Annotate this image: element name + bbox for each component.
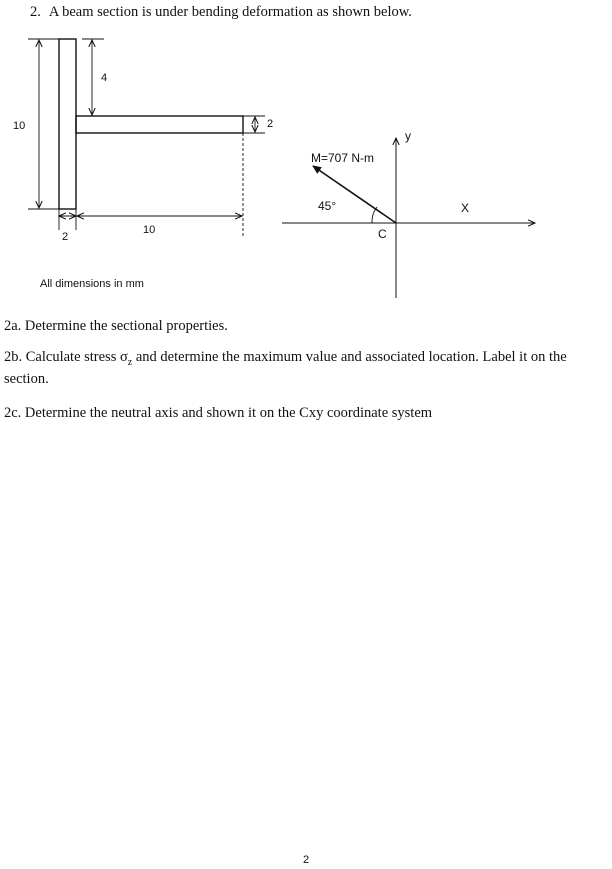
dimension-note: All dimensions in mm: [40, 278, 144, 290]
dim-flange-thickness-label: 2: [267, 118, 274, 130]
moment-label: M=707 N-m: [311, 151, 375, 165]
beam-section: [13, 39, 273, 290]
problem-number: 2.: [30, 4, 41, 20]
question-2c: 2c. Determine the neutral axis and shown it on the Cxy coordinate system: [4, 405, 433, 421]
problem-statement: A beam section is under bending deformation as shown below.: [48, 4, 412, 20]
question-2b-text-start: 2b. Calculate stress σ: [4, 349, 128, 365]
question-2b: [4, 349, 610, 388]
beam-figure: [0, 30, 612, 305]
origin-label: C: [378, 227, 387, 241]
problem-heading: [30, 4, 412, 21]
moment-diagram: [282, 129, 535, 298]
question-2a: 2a. Determine the sectional properties.: [4, 318, 228, 334]
question-2b-subscript: z: [127, 356, 133, 368]
moment-vector: [313, 166, 396, 223]
question-2b-text-end: and determine the maximum value and associated location. Label it on the section.: [4, 349, 567, 387]
dim-web-thickness-label: 2: [62, 231, 69, 243]
dim-top-offset-label: 4: [101, 72, 108, 84]
section-web: [59, 39, 76, 209]
x-axis-label: X: [461, 201, 470, 215]
dim-height-label: 10: [13, 120, 26, 132]
angle-label: 45°: [318, 199, 337, 213]
dim-flange-length-label: 10: [143, 224, 156, 236]
page-number: 2: [302, 854, 310, 866]
section-flange: [76, 116, 243, 133]
y-axis-label: y: [405, 129, 411, 143]
